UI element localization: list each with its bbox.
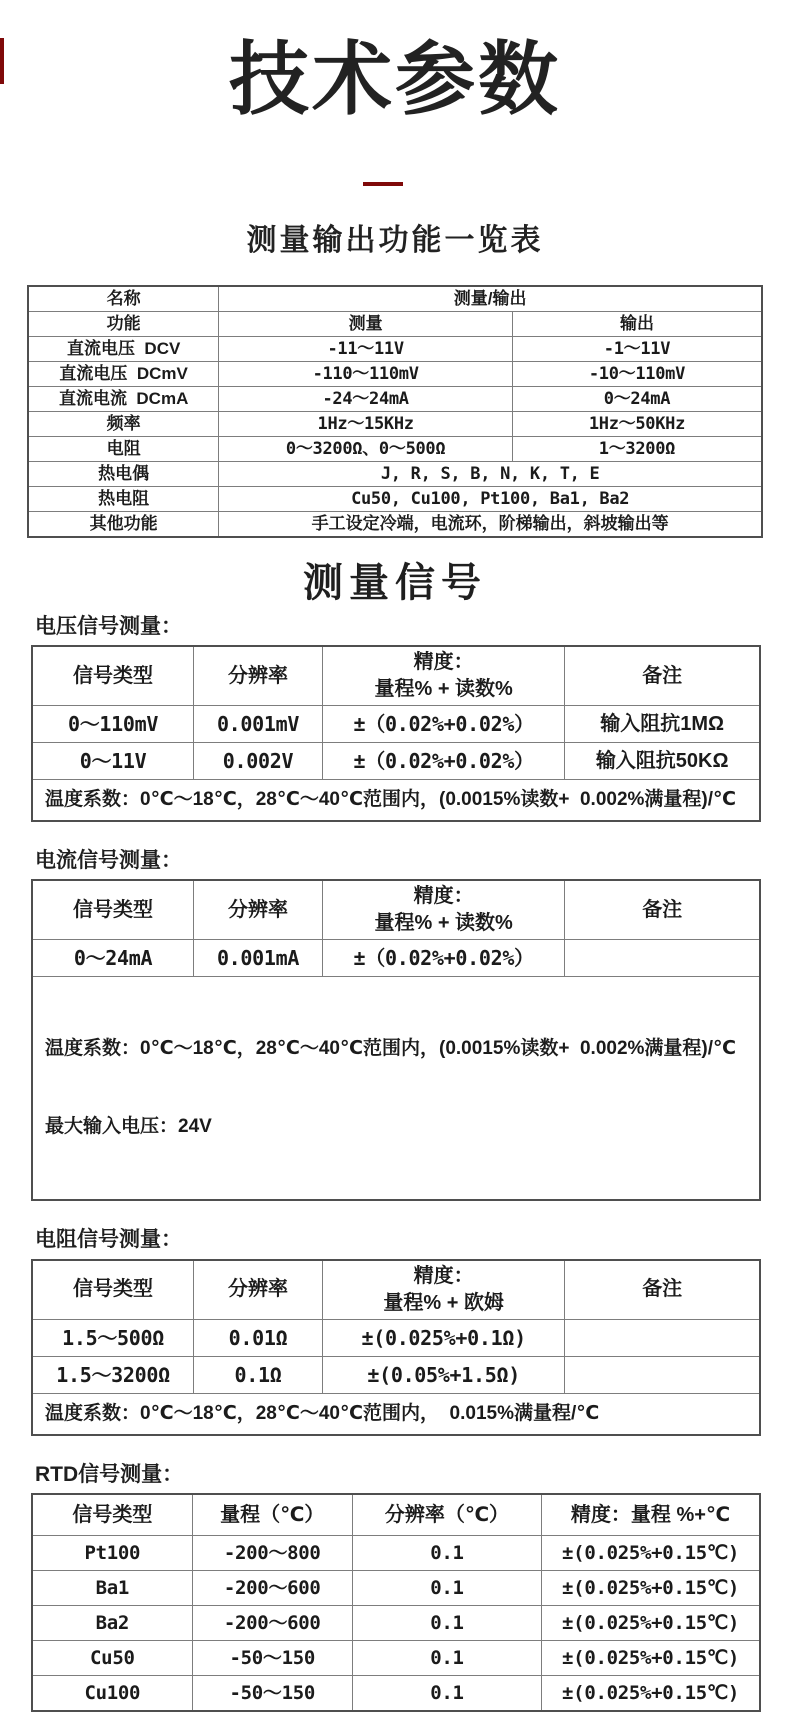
- table-row: [28, 337, 762, 362]
- table-row: [28, 387, 762, 412]
- overview-row-label: 功能: [28, 312, 219, 337]
- table-row: [32, 1640, 760, 1675]
- table-header-row: [32, 880, 760, 940]
- col-header-range: 量程（℃）: [192, 1494, 352, 1536]
- overview-row-label: 直流电压 DCmV: [28, 362, 219, 387]
- overview-output-value: -1～11V: [512, 337, 762, 362]
- col-header-resolution: 分辨率: [194, 880, 323, 940]
- overview-span-value: J, R, S, B, N, K, T, E: [219, 462, 762, 487]
- resistance-table: [31, 1259, 761, 1436]
- table-footnote-row: [32, 780, 760, 822]
- overview-table-title: 测量输出功能一览表: [246, 224, 544, 257]
- signal-type-cell: Ba1: [32, 1570, 192, 1605]
- resolution-cell: 0.1: [352, 1605, 541, 1640]
- accuracy-cell: ±(0.025%+0.15℃): [542, 1605, 760, 1640]
- accuracy-cell: ±(0.025%+0.15℃): [542, 1640, 760, 1675]
- signal-type-cell: 0～24mA: [32, 940, 194, 977]
- signal-type-cell: Pt100: [32, 1535, 192, 1570]
- resolution-cell: 0.1Ω: [194, 1356, 323, 1393]
- signal-type-cell: 1.5～500Ω: [32, 1319, 194, 1356]
- overview-output-value: 1～3200Ω: [512, 437, 762, 462]
- table-row: [32, 1570, 760, 1605]
- table-row: [28, 512, 762, 538]
- table-row: [32, 743, 760, 780]
- col-header-signal-type: 信号类型: [32, 1260, 194, 1320]
- rtd-table: [31, 1493, 761, 1712]
- overview-span-value: 测量/输出: [219, 286, 762, 312]
- accuracy-cell: ±(0.025%+0.15℃): [542, 1535, 760, 1570]
- overview-row-label: 直流电流 DCmA: [28, 387, 219, 412]
- accuracy-cell: ±（0.02%+0.02%）: [322, 743, 564, 780]
- remark-cell: 输入阻抗50KΩ: [565, 743, 760, 780]
- signal-type-cell: Cu50: [32, 1640, 192, 1675]
- overview-span-value: 手工设定冷端，电流环，阶梯输出，斜坡输出等: [219, 512, 762, 538]
- overview-measure-value: 0～3200Ω、0～500Ω: [219, 437, 513, 462]
- table-row: [28, 487, 762, 512]
- voltage-section-label: 电压信号测量：: [35, 615, 182, 638]
- resolution-cell: 0.001mA: [194, 940, 323, 977]
- table-row: [28, 312, 762, 337]
- table-footnote: [32, 977, 760, 1201]
- footnote-line: 温度系数：0℃～18℃，28℃～40℃范围内，(0.0015%读数+ 0.002%满量程)/℃: [45, 1038, 737, 1060]
- accuracy-header-line1: 精度：: [413, 651, 474, 674]
- overview-measure-value: -11～11V: [219, 337, 513, 362]
- col-header-resolution: 分辨率: [194, 646, 323, 706]
- col-header-signal-type: 信号类型: [32, 1494, 192, 1536]
- current-table: [31, 879, 761, 1201]
- overview-row-label: 其他功能: [28, 512, 219, 538]
- table-row: [28, 286, 762, 312]
- overview-measure-value: 1Hz～15KHz: [219, 412, 513, 437]
- accuracy-cell: ±(0.025%+0.15℃): [542, 1570, 760, 1605]
- signal-type-cell: 1.5～3200Ω: [32, 1356, 194, 1393]
- col-header-accuracy: [322, 646, 564, 706]
- table-header-row: [32, 1494, 760, 1536]
- overview-row-label: 热电阻: [28, 487, 219, 512]
- range-cell: -50～150: [192, 1675, 352, 1711]
- signal-type-cell: 0～11V: [32, 743, 194, 780]
- section-title-measure-signal: 测量信号: [303, 561, 487, 605]
- spec-page: [0, 35, 790, 1704]
- resolution-cell: 0.1: [352, 1675, 541, 1711]
- range-cell: -50～150: [192, 1640, 352, 1675]
- col-header-remark: 备注: [565, 646, 760, 706]
- signal-type-cell: Ba2: [32, 1605, 192, 1640]
- table-row: [28, 362, 762, 387]
- accuracy-header-line2: 量程% + 读数%: [374, 678, 513, 701]
- range-cell: -200～600: [192, 1570, 352, 1605]
- overview-measure-value: -24～24mA: [219, 387, 513, 412]
- accuracy-cell: ±（0.02%+0.02%）: [322, 706, 564, 743]
- signal-type-cell: 0～110mV: [32, 706, 194, 743]
- overview-row-label: 电阻: [28, 437, 219, 462]
- table-footnote-row: [32, 1393, 760, 1435]
- col-header-remark: 备注: [565, 880, 760, 940]
- resolution-cell: 0.1: [352, 1640, 541, 1675]
- accuracy-header-line2: 量程% + 读数%: [374, 912, 513, 935]
- overview-output-value: 输出: [512, 312, 762, 337]
- col-header-accuracy: [322, 880, 564, 940]
- table-row: [32, 1605, 760, 1640]
- table-footnote: 温度系数：0℃～18℃，28℃～40℃范围内， 0.015%满量程/℃: [32, 1393, 760, 1435]
- overview-span-value: Cu50, Cu100, Pt100, Ba1, Ba2: [219, 487, 762, 512]
- col-header-signal-type: 信号类型: [32, 880, 194, 940]
- resistance-section-label: 电阻信号测量：: [35, 1228, 182, 1252]
- overview-row-label: 频率: [28, 412, 219, 437]
- resolution-cell: 0.001mV: [194, 706, 323, 743]
- remark-cell: 输入阻抗1MΩ: [565, 706, 760, 743]
- overview-output-value: -10～110mV: [512, 362, 762, 387]
- table-row: [32, 1319, 760, 1356]
- resolution-cell: 0.1: [352, 1570, 541, 1605]
- table-header-row: [32, 1260, 760, 1320]
- remark-cell: [565, 1356, 760, 1393]
- table-row: [28, 412, 762, 437]
- remark-cell: [565, 1319, 760, 1356]
- accuracy-header-line2: 量程% + 欧姆: [383, 1291, 504, 1314]
- table-header-row: [32, 646, 760, 706]
- overview-output-value: 1Hz～50KHz: [512, 412, 762, 437]
- overview-row-label: 直流电压 DCV: [28, 337, 219, 362]
- table-row: [32, 1535, 760, 1570]
- accuracy-cell: ±(0.05%+1.5Ω): [322, 1356, 564, 1393]
- signal-type-cell: Cu100: [32, 1675, 192, 1711]
- overview-table: [27, 285, 763, 538]
- accuracy-cell: ±(0.025%+0.1Ω): [322, 1319, 564, 1356]
- col-header-accuracy: 精度：量程 %+℃: [542, 1494, 760, 1536]
- table-row: [32, 940, 760, 977]
- table-footnote-row: [32, 977, 760, 1201]
- overview-measure-value: 测量: [219, 312, 513, 337]
- accuracy-header-line1: 精度：: [413, 1264, 474, 1287]
- range-cell: -200～800: [192, 1535, 352, 1570]
- table-footnote: 温度系数：0℃～18℃，28℃～40℃范围内，(0.0015%读数+ 0.002%满量程)/℃: [32, 780, 760, 822]
- page-title: 技术参数: [229, 35, 561, 124]
- voltage-table: [31, 645, 761, 822]
- table-row: [28, 437, 762, 462]
- overview-measure-value: -110～110mV: [219, 362, 513, 387]
- current-section-label: 电流信号测量：: [35, 849, 182, 873]
- overview-row-label: 名称: [28, 286, 219, 312]
- accuracy-cell: ±（0.02%+0.02%）: [322, 940, 564, 977]
- resolution-cell: 0.002V: [194, 743, 323, 780]
- table-row: [28, 462, 762, 487]
- resolution-cell: 0.1: [352, 1535, 541, 1570]
- accuracy-header-line1: 精度：: [413, 885, 474, 908]
- col-header-remark: 备注: [565, 1260, 760, 1320]
- col-header-resolution: 分辨率（℃）: [352, 1494, 541, 1536]
- left-edge-accent-mark: [0, 38, 4, 84]
- overview-output-value: 0～24mA: [512, 387, 762, 412]
- rtd-section-label: RTD信号测量：: [35, 1462, 184, 1486]
- remark-cell: [565, 940, 760, 977]
- range-cell: -200～600: [192, 1605, 352, 1640]
- table-row: [32, 1356, 760, 1393]
- col-header-accuracy: [322, 1260, 564, 1320]
- accuracy-cell: ±(0.025%+0.15℃): [542, 1675, 760, 1711]
- table-row: [32, 1675, 760, 1711]
- col-header-resolution: 分辨率: [194, 1260, 323, 1320]
- overview-row-label: 热电偶: [28, 462, 219, 487]
- table-row: [32, 706, 760, 743]
- title-divider: [363, 182, 403, 186]
- footnote-line: 最大输入电压：24V: [45, 1116, 212, 1138]
- col-header-signal-type: 信号类型: [32, 646, 194, 706]
- resolution-cell: 0.01Ω: [194, 1319, 323, 1356]
